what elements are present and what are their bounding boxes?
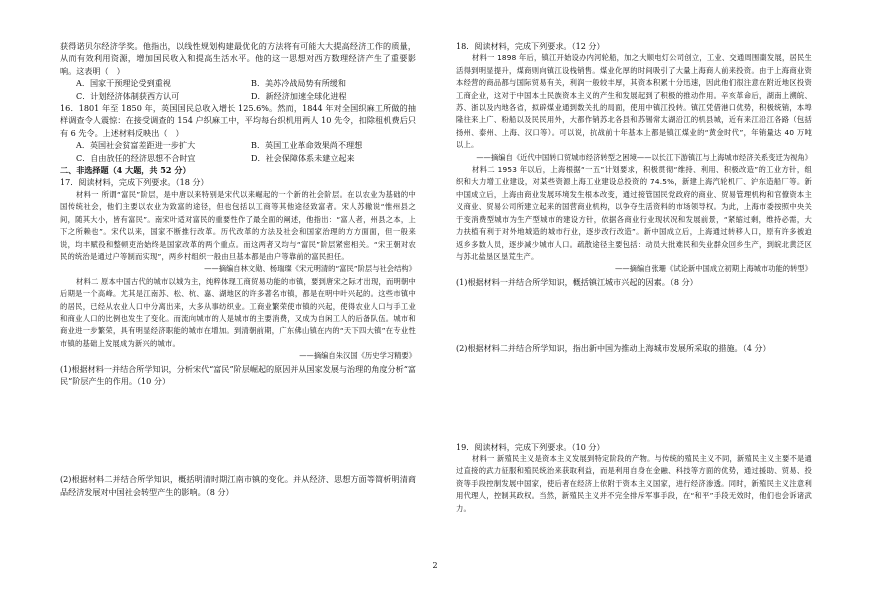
q17-material-1: 材料一 所谓“富民”阶层，是中唐以来特别是宋代以来崛起的一个新的社会阶层。在以农业为基础的中国传统社会，他们主要以农业为致富的途径，但也包括以工商等其他途径致富者。宋人苏辙说“惟州县之间，随其大小，皆有富民”。南宋叶适对富民的重要性作了最全面的阐述，他指出：“富人者，州县之本，上下之所赖也”。宋代以来，国家不断推行改革。历代改革的方法及社会和国家治理的方方面面，但一般来说，均丰赋役和整顿吏治始终是国家改革的两个重点。而这两者又均与“富民”阶层紧密相关。“宋王朝对农民的统治是通过户等制而实现”，两乡村组织一般由旦基本都是由户等靠前的富民担任。 [60,189,416,261]
q18-stem: 18．阅读材料，完成下列要求。（12 分） [456,41,605,51]
q18-material-2: 材料二 1953 年以后，上海根据“一五”计划要求，积极贯彻“维持、利用、积极改造”的工业方针，组织和大力增工业建设，对某些资源上海工业建设总投资的 74.5%，新建上海汽轮机厂、沪东造船厂等。新中国成立后，上海由商业发展环境发生根本改变，通过接管国民党政府的商业、贸易管理机构和官僚资本主义商业、贸易公司所建立起来的国营商业机构，以争夺生活资料的市场领导权。为此，上海市委按照中央关于变消费型城市为生产型城市的建设方针，依据各商业行业现状况和发展前景，“紧缩过剩，维持必需，大力扶植有利于对外地城造的城市行业，逐步改行改造”。新中国成立后，上海通过转移人口，原有许多被迫返乡多数人员，逐步减少城市人口。疏散途径主要包括：动员大批难民和失业群众回乡生产，到皖北黄泛区与苏北盐垦区垦荒生产。 [456,165,812,261]
page-number: 2 [432,561,438,570]
q18-material-1: 材料一 1898 年后，镇江开始设办内河轮船，加之大顺电灯公司创立，工业、交通周围棗发展，居民生活得到明显提升，煤商则向镇江设栈销售。煤业化厚的时间吸引了大量上海商人前来投资。由于上海商业资本经营的商品都与国际贸易有关，利润一般较丰厚，其资本积累十分迅速，因此他们很注意在附近地区投资工商企业，这对于中国本土民族资本主义的产生和发展起到了积极的推动作用。辛亥革命后，湖南上溯皖、苏、浙以及内地各省，拟辟煤业通到数关扎的局面，使用中镇江投转。镇江凭借港口优势，积极统销，本埠隆往来上广、粉船以及民民用外，大都作销苏北各县和苏锡常太湖沿江的机县城，近有来江沿江各路（包括扬州、泰州、上海、汉口等）。可以说，抗战前十年基本上都是镇江煤业的“黄金时代”，年销量达 40 万吨以上。 [456,53,812,150]
q15-option-a: A．国家干预理论受到重视 [76,78,171,89]
q16-option-b: B．英国工业革命效果尚不理想 [251,140,363,151]
q17-material-2: 材料二 原本中国古代的城市以城为主，纯粹体现工商贸易功能的市镇，要到唐宋之际才出现，而明朝中后期是一个高峰。尤其是江南苏、松、杭、嘉、湖地区的许多著名市镇，都是在明中叶兴起的。这些市镇中的居民，已经从农业人口中分离出来，大多从事纺织业。工商业繁荣使市镇的兴起，使得农业人口与手工业和商业人口的比例也发生了变化。而流向城市的人是城市的主要消费，又成为自闲工人的后备队伍。城市和商业进一步繁荣，具有明显经济职能的城市在增加。到清朝前期，广东佛山镇在内的“天下四大镇”在专业性市镇的基础上发展成为新兴的城市。 [60,276,416,348]
q15-stem-tail: 获得诺贝尔经济学奖。他指出，以线性规划构建最优化的方法将有可能大大提高经济工作的质量，从而有效利用资源，增加国民收入和提高生活水平。他的这一思想对西方数理经济产生了重要影响。这表明（ ） [60,41,416,76]
q18-source-1: ——摘编自《近代中国转口贸城市经济转型之困境——以长江下游镇江与上海城市经济关系变迁为视角》 [476,152,812,162]
q16-options [60,139,416,164]
answer-space [60,387,416,473]
q15-option-d: D．新经济加速全球化进程 [251,90,347,101]
q15-option-b: B．美苏冷战局势有所缓和 [251,78,346,89]
q15-option-c: C．计划经济体制获西方认可 [76,90,180,101]
q15-options [60,77,416,102]
q18-sub-question-2: (2)根据材料二并结合所学知识，指出新中国为推动上海城市发展所采取的措施。（4 分） [456,343,771,354]
q16-option-d: D．社会保障体系未建立起来 [251,152,355,163]
section-title: 二、非选择题（4 大题，共 52 分） [60,165,191,176]
q16-stem: 16．1801 年至 1850 年，英国国民总收入增长 125.6%。然而，1844 年对全国织麻工所做的抽样调查令人震惊：在接受调查的 154 户织麻工中，平均每台织机用两人 10 先令，扣除租机费后只有 6 先令。上述材料反映出（ ） [60,103,416,138]
q19-material-1: 材料一 新殖民主义是资本主义发展到特定阶段的产物。与传统的殖民主义不同，新殖民主义主要不是通过直接的武力征服和殖民统治来获取利益，而是利用自身在金融、科技等方面的优势，通过援助、贸易、投资等手段控制发展中国家，使后者在经济上依附于资本主义国家，进行经济渗透。同时，新殖民主义注意利用代理人，控制其政权。当然，新殖民主义并不完全排斥军事手段，在“和平”手段无效时，他们也会诉诸武力。 [456,453,812,513]
q16-option-c: C．自由放任的经济思想不合时宜 [76,152,196,163]
q18-source-2: ——摘编自张珊《试论新中国成立初期上海城市功能的转型》 [614,264,812,274]
q17-sub-question-2: (2)根据材料二并结合所学知识，概括明清时期江南市镇的变化。并从经济、思想方面等简析明清商品经济发展对中国社会转型产生的影响。（8 分） [60,474,416,497]
answer-space [456,355,812,441]
answer-space [456,288,812,342]
q17-source-1: ——摘编自林文勋、杨瑞璨《宋元明清的“富民”阶层与社会结构》 [204,264,416,274]
q16-option-a: A．英国社会贫富差距进一步扩大 [76,140,196,151]
right-column [456,40,812,515]
left-column [60,40,416,498]
q18-sub-question-1: (1)根据材料一并结合所学知识，概括镇江城市兴起的因素。（8 分） [456,276,698,287]
q19-stem: 19．阅读材料，完成下列要求。（10 分） [456,441,605,452]
q17-stem: 17．阅读材料，完成下列要求。（18 分） [60,177,209,188]
q17-source-2: ——摘编自朱汉国《历史学习精要》 [299,351,416,361]
q17-sub-question-1: (1)根据材料一并结合所学知识，分析宋代“富民”阶层崛起的原因并从国家发展与治理的角度分析“富民”阶层产生的作用。（10 分） [60,363,416,386]
